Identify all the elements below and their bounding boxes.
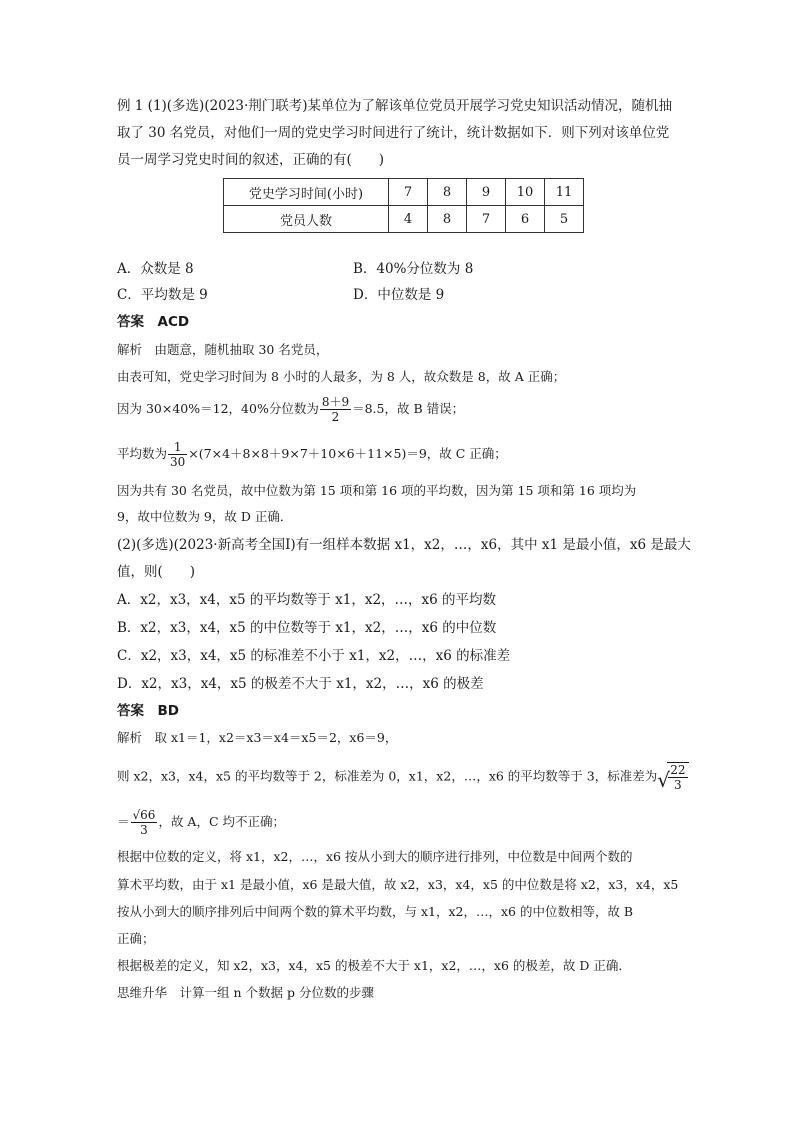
ex1-solution-5: 因为共有 30 名党员，故中位数为第 15 项和第 16 项的平均数，因为第 15 项和第 16 项均为 [117,483,637,498]
ex2-solution-1: 解析 取 x1＝1，x2＝x3＝x4＝x5＝2，x6＝9， [117,730,398,745]
table-row [224,206,584,233]
ex2-line-1: (2)(多选)(2023·新高考全国Ⅰ)有一组样本数据 x1，x2，…，x6，其中 x1 是最小值，x6 是最大 [117,537,691,553]
sol2-pre: 则 x2，x3，x4，x5 的平均数等于 2，标准差为 0，x1，x2，…，x6 的平均数等于 3，标准差为 [117,768,658,784]
square-root [657,762,688,792]
fraction-numerator: 22 [670,763,686,777]
table-cell: 11 [545,179,584,206]
ex1-line-1: 例 1 (1)(多选)(2023·荆门联考)某单位为了解该单位党员开展学习党史知识活动情况，随机抽 [117,98,673,114]
radical-sign: √ [657,768,670,792]
table-cell: 8 [428,179,467,206]
table-cell: 7 [389,179,428,206]
ex1-option-b: B．40%分位数为 8 [353,261,474,277]
ex2-answer: 答案 BD [117,703,179,719]
ex1-option-a: A．众数是 8 [117,261,194,277]
table-cell: 7 [467,206,506,233]
ex1-line-3: 员一周学习党史时间的叙述，正确的有( ) [117,152,385,168]
table-header-count: 党员人数 [224,206,389,233]
ex2-option-c: C．x2，x3，x4，x5 的标准差不小于 x1，x2，…，x6 的标准差 [117,648,511,664]
fraction [131,808,158,837]
ex1-solution-4 [117,440,507,469]
ex2-solution-7: 正确； [117,931,155,946]
table-cell: 10 [506,179,545,206]
ex2-option-b: B．x2，x3，x4，x5 的中位数等于 x1，x2，…，x6 的中位数 [117,620,497,636]
ex1-option-d: D．中位数是 9 [353,287,445,303]
ex2-solution-4: 根据中位数的定义，将 x1，x2，…，x6 按从小到大的顺序进行排列，中位数是中间两个数的 [117,849,633,864]
fraction-numerator: 8＋9 [321,395,350,409]
ex1-option-c: C．平均数是 9 [117,287,208,303]
sol3-post: ，故 A，C 均不正确； [158,814,285,829]
table-cell: 9 [467,179,506,206]
sol3-pre: ＝ [117,814,130,829]
sol3-post: ＝8.5，故 B 错误； [352,401,465,416]
fraction [668,763,687,792]
ex2-option-a: A．x2，x3，x4，x5 的平均数等于 x1，x2，…，x6 的平均数 [117,592,497,608]
ex2-solution-5: 算术平均数，由于 x1 是最小值，x6 是最大值，故 x2，x3，x4，x5 的中位数是将 x2，x3，x4，x5 [117,877,679,892]
fraction [168,440,187,469]
data-table [223,178,584,233]
fraction-denominator: 3 [674,778,682,792]
fraction-denominator: 3 [140,823,148,837]
ex1-answer: 答案 ACD [117,314,190,330]
ex1-line-2: 取了 30 名党员，对他们一周的党史学习时间进行了统计，统计数据如下．则下列对该单位党 [117,125,670,141]
ex2-solution-8: 根据极差的定义，知 x2，x3，x4，x5 的极差不大于 x1，x2，…，x6 的极差，故 D 正确． [117,958,631,973]
ex2-solution-3 [117,808,285,837]
sol4-pre: 平均数为 [117,446,168,461]
fraction-denominator: 30 [170,455,186,469]
ex2-summary: 思维升华 计算一组 n 个数据 p 分位数的步骤 [117,985,374,1000]
ex1-solution-2: 由表可知，党史学习时间为 8 小时的人最多，为 8 人，故众数是 8，故 A 正确； [117,369,566,384]
ex1-solution-6: 9，故中位数为 9，故 D 正确． [117,509,293,524]
table-cell: 6 [506,206,545,233]
table-row [224,179,584,206]
ex2-solution-2 [117,762,689,792]
ex1-solution-1: 解析 由题意，随机抽取 30 名党员， [117,342,329,357]
ex2-line-2: 值，则( ) [117,564,196,580]
table-cell: 8 [428,206,467,233]
table-header-hours: 党史学习时间(小时) [224,179,389,206]
table-cell: 4 [389,206,428,233]
fraction-numerator: 1 [168,440,187,455]
fraction [320,395,351,424]
ex1-solution-3 [117,395,464,424]
fraction-numerator: √66 [132,808,156,822]
sol4-post: ×(7×4＋8×8＋9×7＋10×6＋11×5)＝9，故 C 正确； [188,446,507,461]
ex2-solution-6: 按从小到大的顺序排列后中间两个数的算术平均数，与 x1，x2，…，x6 的中位数相等，故 B [117,904,634,919]
ex2-option-d: D．x2，x3，x4，x5 的极差不大于 x1，x2，…，x6 的极差 [117,676,484,692]
fraction-denominator: 2 [331,410,340,424]
sol3-pre: 因为 30×40%＝12，40%分位数为 [117,401,319,416]
table-cell: 5 [545,206,584,233]
